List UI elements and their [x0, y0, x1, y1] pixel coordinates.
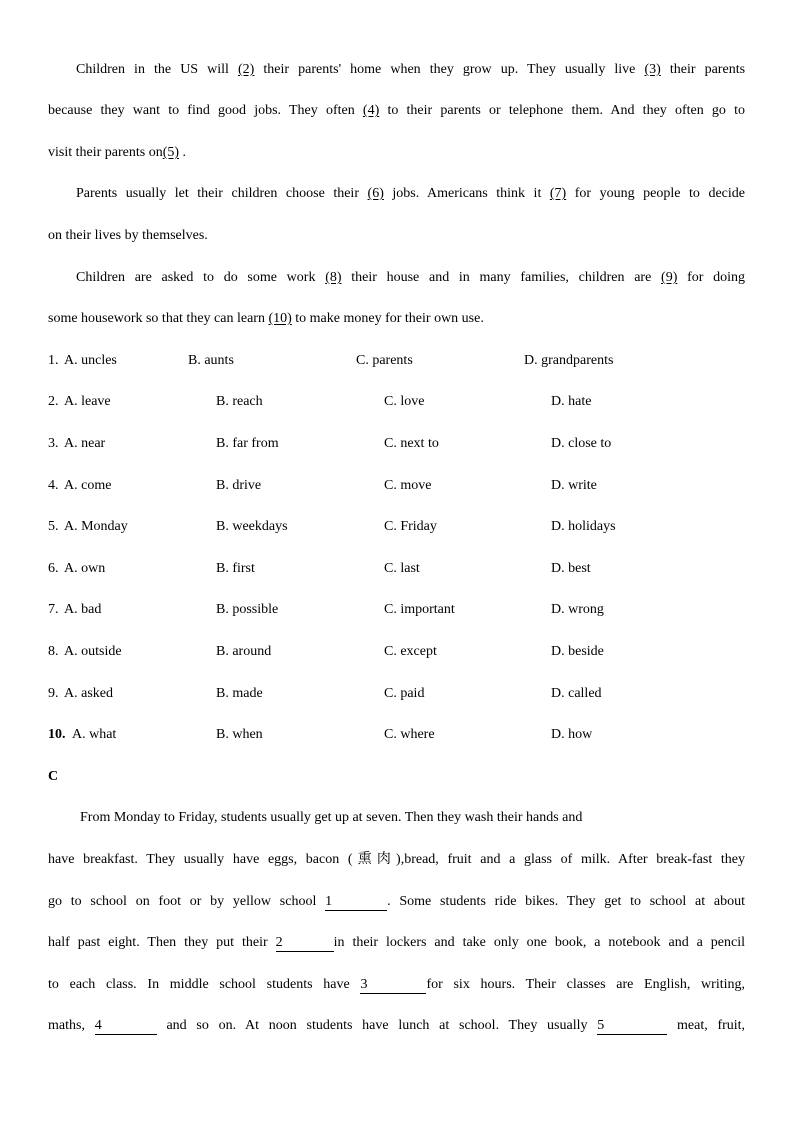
blank-10[interactable]: (10): [268, 311, 292, 326]
option-a[interactable]: A. bad: [64, 602, 102, 617]
option-c[interactable]: C. move: [384, 478, 432, 493]
passage-line: [48, 226, 745, 246]
option-a[interactable]: A. asked: [64, 686, 113, 701]
blank-1[interactable]: 1: [325, 894, 387, 911]
option-a[interactable]: A. uncles: [64, 353, 117, 368]
option-b[interactable]: B. weekdays: [216, 519, 288, 534]
passage-line: [48, 892, 745, 912]
text: on their lives by themselves.: [48, 228, 208, 243]
option-c[interactable]: C. parents: [356, 353, 413, 368]
blank-7[interactable]: (7): [549, 186, 567, 201]
blank-6[interactable]: (6): [367, 186, 384, 201]
question-row: [48, 684, 748, 704]
question-number: 2.: [48, 394, 59, 409]
text: for six hours. Their classes are English, writing,: [426, 977, 745, 992]
option-b[interactable]: B. first: [216, 561, 255, 576]
text: From Monday to Friday, students usually get up at seven. Then they wash their hands and: [80, 810, 583, 825]
passage-line: [48, 309, 745, 329]
passage-line: [48, 1016, 745, 1036]
passage-line: [80, 808, 680, 828]
question-number: 9.: [48, 686, 59, 701]
text: maths,: [48, 1018, 85, 1033]
option-b[interactable]: B. possible: [216, 602, 279, 617]
option-c[interactable]: C. where: [384, 727, 435, 742]
option-b[interactable]: B. around: [216, 644, 272, 659]
passage-line: [48, 143, 745, 163]
blank-5[interactable]: (5): [162, 145, 180, 160]
question-row: [48, 434, 748, 454]
text: go to school on foot or by yellow school: [48, 894, 317, 909]
blank-8[interactable]: (8): [325, 270, 342, 285]
blank-4[interactable]: (4): [362, 103, 380, 118]
text: in their lockers and take only one book, a notebook and a pencil: [333, 935, 746, 950]
text: Children in the US will: [76, 62, 229, 77]
text: to make money for their own use.: [295, 311, 484, 326]
question-number: 10.: [48, 727, 66, 742]
blank-2[interactable]: (2): [238, 62, 255, 77]
text: . Some students ride bikes. They get to school at about: [387, 894, 746, 909]
option-d[interactable]: D. holidays: [551, 519, 616, 534]
passage-line: [48, 933, 745, 953]
text: meat, fruit,: [677, 1018, 746, 1033]
option-d[interactable]: D. called: [551, 686, 602, 701]
text: because they want to find good jobs. They often: [48, 103, 355, 118]
passage-line: [48, 975, 745, 995]
text: jobs. Americans think it: [392, 186, 542, 201]
blank-9[interactable]: (9): [661, 270, 678, 285]
option-b[interactable]: B. when: [216, 727, 263, 742]
question-number: 4.: [48, 478, 59, 493]
option-a[interactable]: A. come: [64, 478, 112, 493]
option-d[interactable]: D. best: [551, 561, 591, 576]
option-a[interactable]: A. outside: [64, 644, 122, 659]
option-c[interactable]: C. Friday: [384, 519, 437, 534]
text: half past eight. Then they put their: [48, 935, 268, 950]
text: to each class. In middle school students have: [48, 977, 350, 992]
text: some housework so that they can learn: [48, 311, 265, 326]
text: for young people to decide: [574, 186, 745, 201]
text: visit their parents on: [48, 145, 163, 160]
text: their parents' home when they grow up. They usually live: [263, 62, 636, 77]
question-number: 3.: [48, 436, 59, 451]
passage-line: [48, 60, 745, 80]
option-d[interactable]: D. beside: [551, 644, 604, 659]
section-heading: C: [48, 769, 59, 784]
passage-line: [48, 184, 745, 204]
option-b[interactable]: B. far from: [216, 436, 279, 451]
option-b[interactable]: B. made: [216, 686, 263, 701]
text: .: [182, 145, 187, 160]
option-c[interactable]: C. last: [384, 561, 420, 576]
question-row: [48, 476, 748, 496]
text: Parents usually let their children choose their: [76, 186, 359, 201]
option-c[interactable]: C. paid: [384, 686, 425, 701]
blank-4[interactable]: 4: [95, 1018, 157, 1035]
question-number: 8.: [48, 644, 59, 659]
question-row: [48, 725, 748, 745]
passage-line: [48, 850, 745, 870]
option-a[interactable]: A. leave: [64, 394, 111, 409]
question-number: 7.: [48, 602, 59, 617]
question-row: [48, 517, 748, 537]
text: their parents: [669, 62, 746, 77]
passage-line: [48, 268, 745, 288]
option-a[interactable]: A. Monday: [64, 519, 128, 534]
question-row: [48, 559, 748, 579]
option-d[interactable]: D. write: [551, 478, 597, 493]
option-c[interactable]: C. important: [384, 602, 455, 617]
text: for doing: [687, 270, 746, 285]
question-number: 1.: [48, 353, 59, 368]
option-b[interactable]: B. drive: [216, 478, 262, 493]
text: to their parents or telephone them. And they often go to: [387, 103, 746, 118]
option-c[interactable]: C. next to: [384, 436, 439, 451]
blank-3[interactable]: (3): [644, 62, 661, 77]
passage-line: [48, 101, 745, 121]
question-number: 6.: [48, 561, 59, 576]
blank-2[interactable]: 2: [276, 935, 334, 952]
question-row: [48, 351, 748, 371]
text: have breakfast. They usually have eggs, bacon (熏肉),bread, fruit and a glass of milk. After break-fast they: [48, 852, 745, 867]
option-b[interactable]: B. aunts: [188, 353, 234, 368]
question-row: [48, 642, 748, 662]
option-d[interactable]: D. wrong: [551, 602, 604, 617]
option-a[interactable]: A. what: [72, 727, 117, 742]
option-a[interactable]: A. near: [64, 436, 106, 451]
blank-3[interactable]: 3: [360, 977, 426, 994]
blank-5[interactable]: 5: [597, 1018, 667, 1035]
option-d[interactable]: D. hate: [551, 394, 592, 409]
text: Children are asked to do some work: [76, 270, 316, 285]
question-number: 5.: [48, 519, 59, 534]
option-d[interactable]: D. grandparents: [524, 353, 614, 368]
option-c[interactable]: C. love: [384, 394, 425, 409]
option-d[interactable]: D. close to: [551, 436, 612, 451]
question-row: [48, 392, 748, 412]
option-d[interactable]: D. how: [551, 727, 593, 742]
option-c[interactable]: C. except: [384, 644, 437, 659]
text: and so on. At noon students have lunch at school. They usually: [166, 1018, 588, 1033]
option-a[interactable]: A. own: [64, 561, 106, 576]
text: their house and in many families, children are: [351, 270, 652, 285]
question-row: [48, 600, 748, 620]
option-b[interactable]: B. reach: [216, 394, 263, 409]
